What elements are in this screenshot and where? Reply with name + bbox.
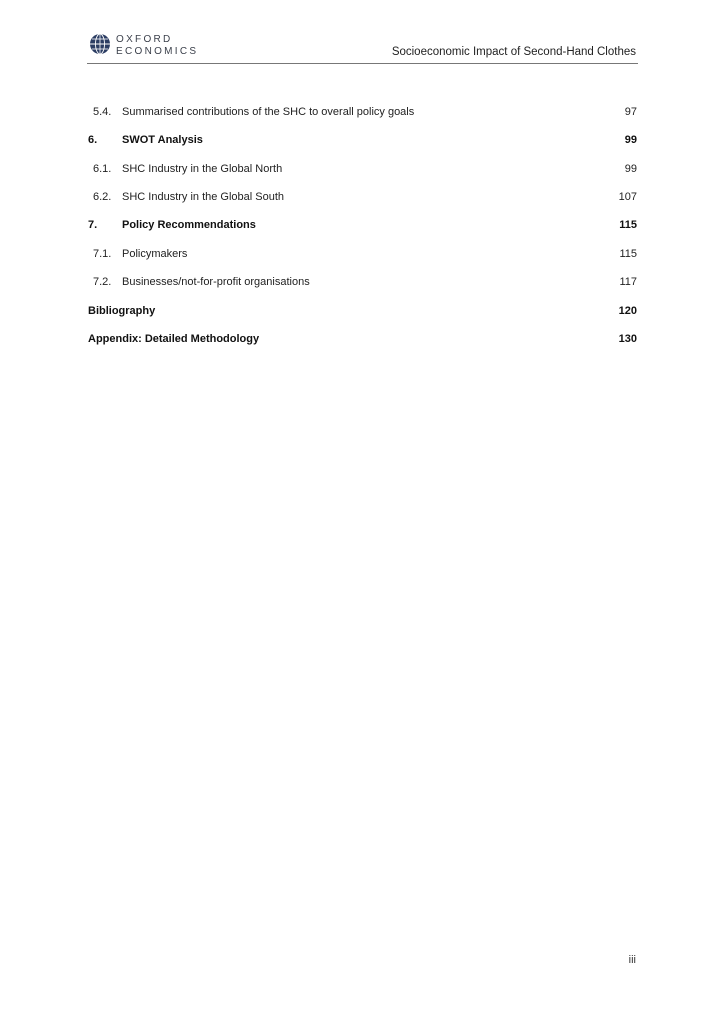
toc-entry-page: 130 [618,333,637,345]
toc-entry-title: Policymakers [122,248,188,260]
toc-entry-page: 115 [619,219,637,231]
toc-entry-number: 6.1. [93,163,112,175]
toc-entry-page: 99 [624,134,637,146]
toc-entry-title: Appendix: Detailed Methodology [88,333,260,345]
toc-entry-number: 7.2. [93,276,112,288]
toc-entry-number: 5.4. [93,106,112,118]
toc-entry-title: Policy Recommendations [122,219,256,231]
oxford-economics-logo [89,33,199,59]
toc-entry-title: SHC Industry in the Global South [122,191,285,203]
page-number: iii [628,954,636,966]
toc-entry-page: 99 [624,163,637,175]
toc-entry-page: 97 [624,106,637,118]
toc-entry-page: 120 [618,305,637,317]
toc-entry[interactable] [88,217,637,233]
toc-entry-title: SWOT Analysis [122,134,203,146]
toc-entry-title: Businesses/not-for-profit organisations [122,276,310,288]
toc-entry[interactable] [88,331,637,347]
toc-entry-title: Summarised contributions of the SHC to overall policy goals [122,106,415,118]
toc-entry[interactable] [88,303,637,319]
header-divider [87,63,638,64]
toc-entry-number: 7. [88,219,98,231]
toc-entry[interactable] [88,132,637,148]
toc-entry[interactable] [88,274,637,290]
logo-wordmark-oxford: OXFORD [116,34,173,45]
toc-entry-page: 107 [618,191,637,203]
toc-entry-number: 6.2. [93,191,112,203]
toc-entry-title: SHC Industry in the Global North [122,163,283,175]
toc-entry[interactable] [88,189,637,205]
toc-entry-title: Bibliography [88,305,156,317]
toc-entry[interactable] [88,104,637,120]
toc-entry-page: 115 [619,248,637,260]
toc-entry[interactable] [88,161,637,177]
logo-wordmark-economics: ECONOMICS [116,46,199,57]
document-title: Socioeconomic Impact of Second-Hand Clothes [391,46,636,58]
toc-entry-page: 117 [619,276,637,288]
toc-entry-number: 7.1. [93,248,112,260]
globe-icon [89,33,111,55]
toc-entry[interactable] [88,246,637,262]
toc-entry-number: 6. [88,134,98,146]
